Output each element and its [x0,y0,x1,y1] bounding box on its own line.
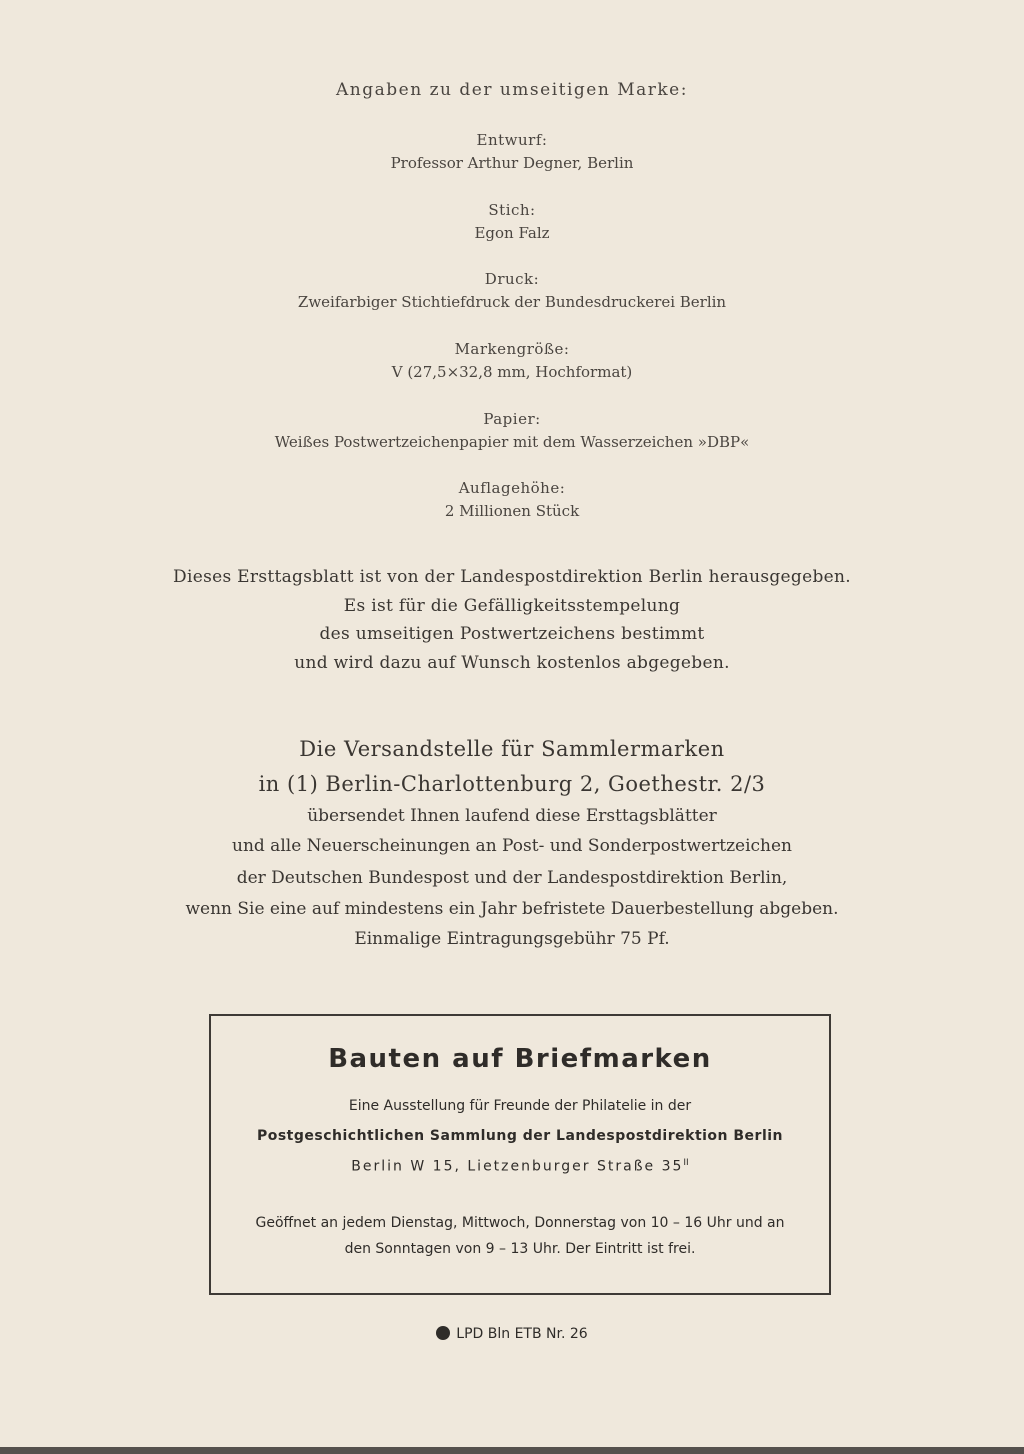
specs-heading: Angaben zu der umseitigen Marke: [336,80,688,100]
spec-value-stamp-size: V (27,5×32,8 mm, Hochformat) [391,363,633,381]
exhibition-address-floor: II [683,1158,689,1168]
distribution-line: wenn Sie eine auf mindestens ein Jahr befristete Dauerbestellung abgeben. [185,899,839,919]
intro-line: Dieses Ersttagsblatt ist von der Landespostdirektion Berlin herausgegeben. [173,567,851,587]
exhibition-hours: Geöffnet an jedem Dienstag, Mittwoch, Donnerstag von 10 – 16 Uhr und an [255,1215,785,1231]
exhibition-address [211,1158,829,1175]
exhibition-description: Eine Ausstellung für Freunde der Philatelie in der [348,1098,692,1114]
exhibition-title: Bauten auf Briefmarken [328,1044,712,1074]
page-bottom-edge [0,1447,1024,1454]
spec-label-print-run: Auflagehöhe: [458,479,566,497]
footer [0,1326,1024,1342]
distribution-line: übersendet Ihnen laufend diese Ersttagsblätter [307,806,717,826]
spec-label-design: Entwurf: [476,131,548,149]
spec-value-design: Professor Arthur Degner, Berlin [390,154,634,172]
distribution-fee: Einmalige Eintragungsgebühr 75 Pf. [354,929,670,949]
spec-label-stamp-size: Markengröße: [454,340,570,358]
exhibition-hours-sunday: den Sonntagen von 9 – 13 Uhr. Der Eintritt ist frei. [344,1241,696,1257]
spec-label-engraving: Stich: [488,201,536,219]
exhibition-venue: Postgeschichtlichen Sammlung der Landespostdirektion Berlin [256,1128,784,1144]
distribution-line: der Deutschen Bundespost und der Landespostdirektion Berlin, [236,868,788,888]
distribution-address: in (1) Berlin-Charlottenburg 2, Goethestr. 2/3 [258,772,766,796]
spec-value-paper: Weißes Postwertzeichenpapier mit dem Wasserzeichen »DBP« [274,433,750,451]
spec-value-print-run: 2 Millionen Stück [444,502,580,520]
exhibition-box [209,1014,831,1295]
intro-line: Es ist für die Gefälligkeitsstempelung [343,596,681,616]
exhibition-address-text: Berlin W 15, Lietzenburger Straße 35 [351,1158,684,1175]
intro-line: des umseitigen Postwertzeichens bestimmt [319,624,705,644]
distribution-heading: Die Versandstelle für Sammlermarken [299,737,725,761]
spec-label-paper: Papier: [483,410,541,428]
footer-reference: LPD Bln ETB Nr. 26 [456,1326,588,1342]
spec-label-printing: Druck: [484,270,540,288]
spec-value-printing: Zweifarbiger Stichtiefdruck der Bundesdruckerei Berlin [297,293,727,311]
spec-value-engraving: Egon Falz [474,224,550,242]
distribution-line: und alle Neuerscheinungen an Post- und Sonderpostwertzeichen [232,836,792,856]
post-horn-logo-icon [436,1326,450,1340]
intro-line: und wird dazu auf Wunsch kostenlos abgegeben. [294,653,730,673]
